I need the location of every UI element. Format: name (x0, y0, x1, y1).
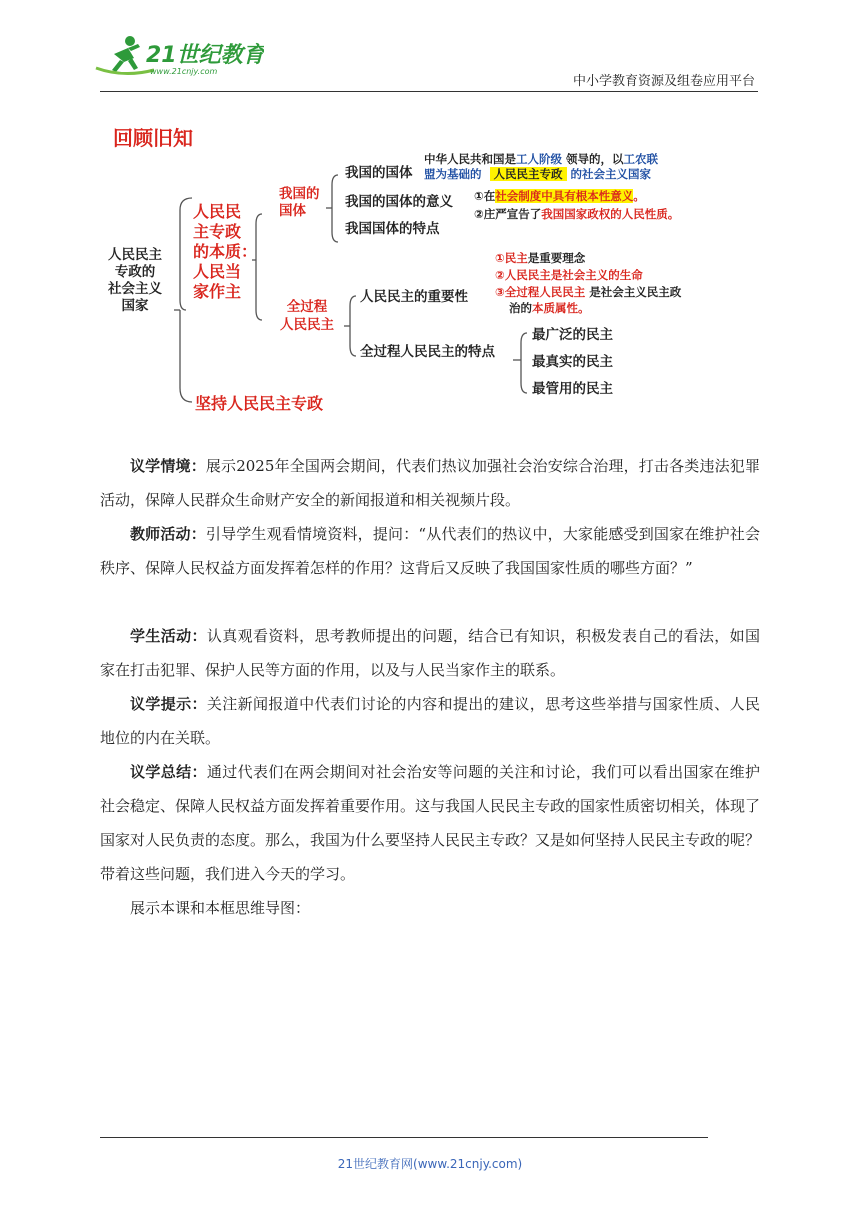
header-tagline: 中小学教育资源及组卷应用平台 (572, 74, 755, 89)
paragraph-text: 展示2025年全国两会期间，代表们热议加强社会治安综合治理，打击各类违法犯罪活动，保障人民群众生命财产安全的新闻报道和相关视频片段。 (100, 457, 760, 509)
root-line: 专政的 (114, 264, 156, 280)
paragraph-hint (100, 687, 760, 755)
text-fragment: 。 (667, 207, 680, 221)
mind-map (100, 150, 760, 425)
paragraph-label: 教师活动： (130, 525, 206, 543)
paragraph-text: 认真观看资料，思考教师提出的问题，结合已有知识，积极发表自己的看法，如国家在打击犯罪、保护人民等方面的作用，以及与人民当家作主的联系。 (100, 627, 760, 679)
text-fragment: 中华人民共和国是 (424, 152, 516, 166)
logo-text: 21世纪教育 (146, 43, 264, 68)
text-fragment: 工人阶级 (516, 152, 562, 166)
essence-line: 的本质： (193, 242, 258, 261)
text-fragment: 工农联 (623, 152, 659, 166)
guoti-line: 国体 (279, 203, 306, 219)
text-fragment: ③全过程人民民主 (495, 285, 586, 299)
guoti-line: 我国的 (279, 186, 320, 202)
qgc-line: 人民民主 (280, 317, 334, 333)
root-line: 社会主义 (108, 281, 162, 297)
root-line: 国家 (121, 298, 149, 314)
paragraph-label: 议学提示： (130, 695, 207, 713)
importance-2: ②人民民主是社会主义的生命 (495, 268, 643, 282)
qgc-node (280, 298, 334, 334)
text-fragment: 的社会主义国家 (570, 167, 652, 181)
text-fragment: 盟为基础的 (424, 167, 482, 181)
text-fragment: 本质属性 (532, 301, 578, 315)
essence-line: 人民民 (193, 202, 242, 221)
text-fragment: 。 (633, 189, 645, 203)
qgc-line: 全过程 (286, 299, 328, 315)
text-fragment: 。 (578, 301, 590, 315)
features-node: 全过程人民民主的特点 (360, 344, 495, 360)
essence-line: 人民当 (193, 262, 242, 281)
meaning-1 (474, 190, 645, 204)
paragraph-situation (100, 449, 760, 517)
guoti-item: 我国的国体的意义 (345, 194, 453, 210)
feature-item: 最管用的民主 (532, 381, 613, 397)
section-title: 回顾旧知 (113, 126, 193, 150)
paragraph-mindmap-intro (100, 891, 760, 925)
paragraph-label: 学生活动： (130, 627, 207, 645)
guoti-item: 我国的国体 (345, 165, 413, 181)
root-bracket-top (180, 198, 192, 310)
text-fragment: 我国国家政权的人民性质 (541, 207, 668, 221)
text-fragment: 人民民主专政 (490, 167, 567, 181)
text-fragment: 是社会主义民主政 (589, 285, 682, 299)
paragraph-text: 引导学生观看情境资料，提问：“从代表们的热议中，大家能感受到国家在维护社会秩序、保障人民权益方面发挥着怎样的作用？这背后又反映了我国国家性质的哪些方面？” (100, 525, 760, 577)
header-divider (100, 91, 758, 92)
essence-line: 家作主 (193, 282, 242, 301)
importance-node: 人民民主的重要性 (360, 289, 468, 305)
text-fragment: 是重要理念 (527, 251, 586, 265)
guoti-node (279, 186, 320, 220)
footer-link[interactable]: 21世纪教育网(www.21cnjy.com) (337, 1157, 523, 1171)
logo-url: www.21cnjy.com (150, 67, 218, 76)
text-fragment: 社会制度中具有 (495, 189, 576, 203)
paragraph-label: 议学情境： (130, 457, 206, 475)
guoti-item: 我国国体的特点 (345, 221, 440, 237)
text-fragment: ①民主 (495, 251, 528, 265)
site-logo (94, 34, 264, 78)
root-line: 人民民主 (108, 247, 162, 263)
feature-item: 最广泛的民主 (532, 327, 613, 343)
importance-1 (495, 252, 585, 266)
essence-node (193, 202, 257, 302)
paragraph-label: 议学总结： (130, 763, 207, 781)
importance-3 (495, 286, 681, 300)
text-fragment: 领导的，以 (566, 152, 624, 166)
paragraph-student (100, 619, 760, 687)
text-fragment: ②庄严宣告了 (474, 207, 542, 221)
feature-item: 最真实的民主 (532, 354, 613, 370)
meaning-2 (474, 208, 679, 222)
essence-line: 主专政 (193, 222, 242, 241)
importance-3-cont (509, 302, 590, 316)
guoti-definition-line1 (424, 153, 658, 167)
footer-divider (100, 1137, 708, 1138)
paragraph-teacher (100, 517, 760, 585)
root-bracket-bottom (180, 310, 192, 402)
text-fragment: ①在 (474, 189, 496, 203)
text-fragment: 治的 (509, 301, 532, 315)
paragraph-text: 展示本课和本框思维导图： (130, 899, 311, 917)
guoti-definition-line2 (424, 168, 651, 182)
persist-node: 坚持人民民主专政 (195, 394, 324, 413)
paragraph-summary (100, 755, 760, 891)
paragraph-text: 关注新闻报道中代表们讨论的内容和提出的建议，思考这些举措与国家性质、人民地位的内在关联。 (100, 695, 760, 747)
paragraph-text: 通过代表们在两会期间对社会治安等问题的关注和讨论，我们可以看出国家在维护社会稳定、保障人民权益方面发挥着重要作用。这与我国人民民主专政的国家性质密切相关，体现了国家对人民负责的态度。那么，我国为什么要坚持人民民主专政？又是如何坚持人民民主专政的呢？带着这些问题，我们进入今天的学习。 (100, 763, 761, 883)
root-node (108, 247, 162, 315)
text-fragment: 根本性意义 (575, 189, 634, 203)
runner-logo-icon (94, 34, 264, 78)
